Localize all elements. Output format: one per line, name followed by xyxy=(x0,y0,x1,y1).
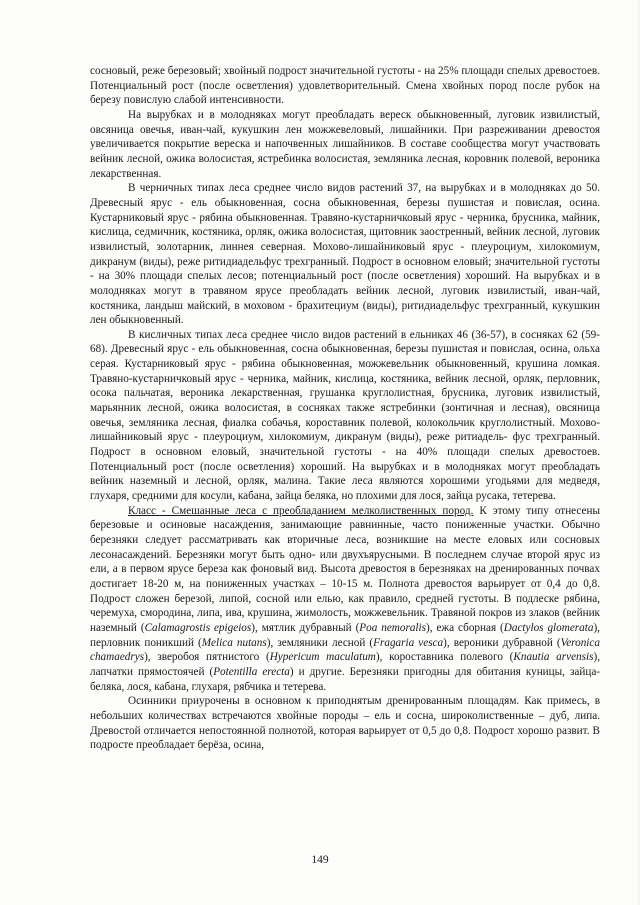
text-run: ), лапчатки прямостоячей ( xyxy=(90,651,600,678)
latin-species-name: Veronica chamaedrys xyxy=(90,636,600,664)
text-run: ), вероники дубравной ( xyxy=(443,636,561,649)
text-run: В черничных типах леса среднее число видов растений 37, на вырубках и в молодняках до 50. Древесный ярус - ель обыкновенная, сосна обыкновенная, березы пушистая и повислая, осина. Кустарниковый ярус - рябина обыкновенная. Травяно-кустарничковый ярус - черника, брусника, майник, кислица, седмичник, костяника, орляк, ожика волосистая, щитовник заостренный, вейник лесной, луговик извилистый, золотарник, линнея северная. Мохово-лишайниковый ярус - плеуроциум, хилокомиум, дикранум (виды), реже ритидиадельфус трехгранный. Подрост в основном еловый; значительной густоты - на 30% площади спелых лесов; потенциальный рост (после осветления) хороший. На вырубках и в молодняках могут в травяном ярусе преобладать вейник лесной, луговик извилистый, иван-чай, костяника, ландыш майский, в моховом - брахитециум (виды), ритидиадельфус трехгранный, кукушкин лен обыкновенный. xyxy=(90,182,600,327)
text-run: ), перловник поникший ( xyxy=(90,621,600,649)
text-run: ) и другие. Березняки пригодны для обитания куницы, зайца-беляка, лося, кабана, глухаря, рябчика и тетерева. xyxy=(90,665,601,693)
latin-species-name: Poa nemoralis xyxy=(359,621,426,634)
latin-species-name: Dactylos glomerata xyxy=(503,621,594,634)
latin-species-name: Melica nutans xyxy=(201,636,267,649)
latin-species-name: Fragaria vesca xyxy=(373,636,444,649)
text-run: К этому типу отнесены березовые и осиновые насаждения, занимающие равнинные, часто пониженные участки. Обычно березняки следует рассматривать как вторичные леса, возникшие на месте еловых или сосновых лесонасаждений. Березняки могут быть одно- или двухъярусными. В последнем случае второй ярус из ели, а в первом ярусе береза как фоновый вид. Высота древостоя в березняках на дренированных почвах достигает 18-20 м, на пониженных участках – 10-15 м. Полнота древостоя варьирует от 0,4 до 0,8. Подрост сложен березой, липой, сосной или елью, как правило, средней густоты. В подлеске рябина, черемуха, смородина, липа, ива, крушина, жимолость, можжевельник. Травяной покров из злаков (вейник наземный ( xyxy=(90,504,601,634)
paragraph xyxy=(90,694,600,753)
page-number: 149 xyxy=(311,854,329,866)
text-run: ), земляники лесной ( xyxy=(266,636,374,649)
paragraph xyxy=(90,181,600,328)
text-run: ), зверобоя пятнистого ( xyxy=(144,651,270,664)
section-heading: Класс - Смешанные леса с преобладанием мелколиственных пород. xyxy=(128,504,474,517)
text-run: На вырубках и в молодняках могут преобладать вереск обыкновенный, луговик извилистый, овсяница овечья, иван-чай, кукушкин лен можжевеловый, лишайники. При разреживании древостоя увеличивается покрытие вереска и напочвенных лишайников. В составе сообщества могут участвовать вейник лесной, ожика волосистая, ястребинка волосистая, земляника лесная, коровник полевой, вероника лекарственная. xyxy=(90,108,600,180)
text-run: В кисличных типах леса среднее число видов растений в ельниках 46 (36-57), в сосняках 62 (59-68). Древесный ярус - ель обыкновенная, сосна обыкновенная, березы пушистая и повислая, осина, ольха серая. Кустарниковый ярус - рябина обыкновенная, можжевельник обыкновенный, крушина ломкая. Травяно-кустарничковый ярус - черника, майник, кислица, костяника, вейник лесной, орляк, перловник, осока пальчатая, вероника лекарственная, грушанка круглолистная, брусника, луговик извилистый, марьянник лесной, ожика волосистая, в сосняках также ястребинки (зонтичная и лесная), овсяница овечья, земляника лесная, фиалка собачья, короставник полевой, колокольчик круглолистный. Мохово-лишайниковый ярус - плеуроциум, хилокомиум, дикранум (виды), реже ритиадель- фус трехгранный. Подрост в основном еловый, значительной густоты - на 40% площади спелых древостоев. Потенциальный рост (после осветления) хороший. На вырубках и в молодняках могут преобладать вейник наземный и лесной, орляк, малина. Такие леса являются хорошими угодьями для медведя, глухаря, средними для косули, кабана, зайца беляка, но плохими для лося, зайца русака, тетерева. xyxy=(90,328,600,503)
text-run: ), ежа сборная ( xyxy=(426,621,504,634)
latin-species-name: Hypericum maculatum xyxy=(269,651,376,664)
body-text xyxy=(90,64,600,753)
text-run: ), мятлик дубравный ( xyxy=(251,621,360,634)
scan-edge-shadow xyxy=(636,0,640,905)
text-run: Осинники приурочены в основном к приподнятым дренированным площадям. Как примесь, в небольших количествах встречаются хвойные породы – ель и сосна, широколиственные – дуб, липа. Древостой отличается непостоянной полнотой, которая варьирует от 0,5 до 0,8. Подрост хорошо развит. В подросте преобладает берёза, осина, xyxy=(90,695,600,752)
latin-species-name: Calamagrostis epigeios xyxy=(144,621,252,634)
paragraph xyxy=(90,108,600,181)
latin-species-name: Knautia arvensis xyxy=(513,651,594,664)
paragraph xyxy=(90,64,600,108)
paragraph xyxy=(90,328,600,504)
text-run: ), короставника полевого ( xyxy=(375,651,514,664)
text-run: сосновый, реже березовый; хвойный подрост значительной густоты - на 25% площади спелых древостоев. Потенциальный рост (после осветления) удовлетворительный. Смена хвойных пород после рубок на березу повислую слабой интенсивности. xyxy=(90,65,600,107)
latin-species-name: Potentilla erecta xyxy=(213,665,290,678)
paragraph xyxy=(90,504,600,695)
